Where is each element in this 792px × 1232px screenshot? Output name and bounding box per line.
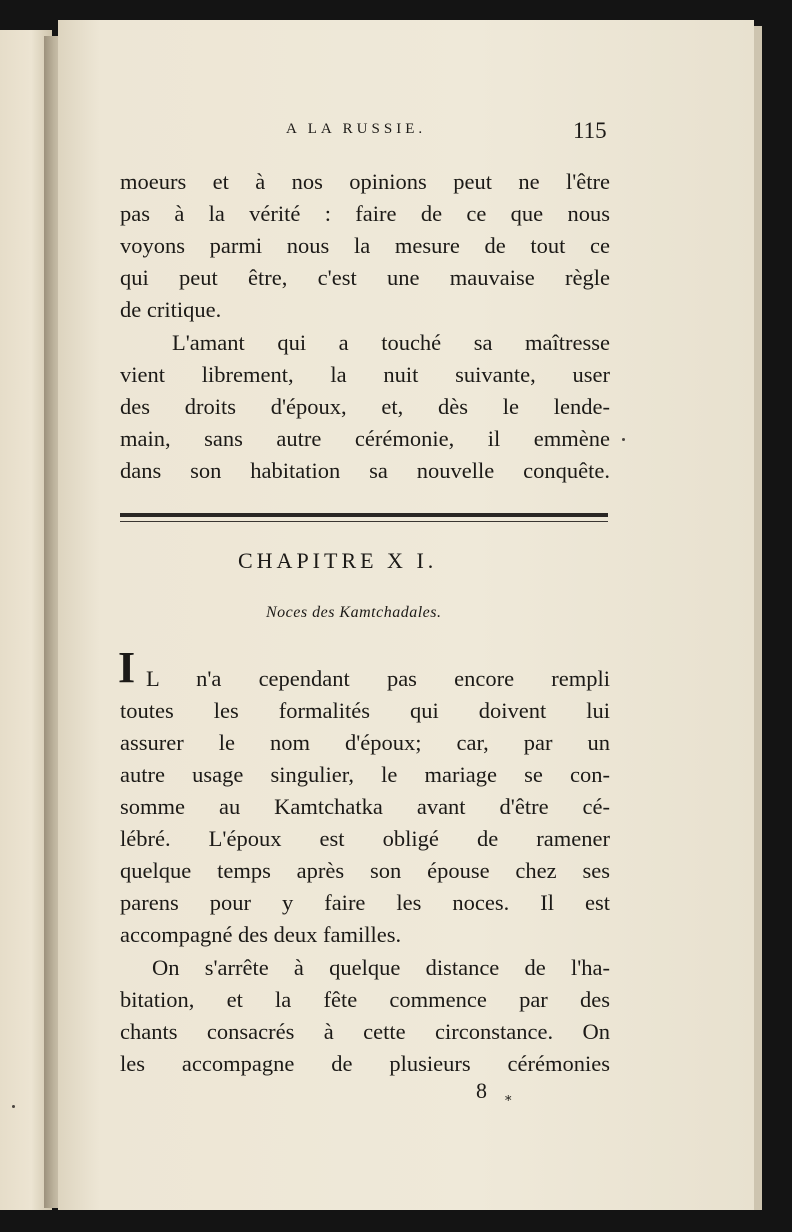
text-line: les accompagne de plusieurs cérémonies [120,1051,610,1076]
text-line: bitation, et la fête commence par des [120,987,610,1012]
text-line: pas à la vérité : faire de ce que nous [120,201,610,226]
section-divider-thin [120,521,608,522]
text-line: parens pour y faire les noces. Il est [120,890,610,915]
text-line: accompagné des deux familles. [120,922,402,947]
text-line: quelque temps après son épouse chez ses [120,858,610,883]
text-line: voyons parmi nous la mesure de tout ce [120,233,610,258]
signature-star: * [505,1094,512,1109]
text-line: L n'a cependant pas encore rempli [146,666,610,691]
paper-speck [12,1105,15,1108]
text-line: autre usage singulier, le mariage se con- [120,762,610,787]
text-line: assurer le nom d'époux; car, par un [120,730,610,755]
paper-speck [622,438,625,441]
text-line: L'amant qui a touché sa maîtresse [172,330,610,355]
text-line: toutes les formalités qui doivent lui [120,698,610,723]
text-line: de critique. [120,297,222,322]
signature-mark: 8 [476,1078,487,1103]
text-line: qui peut être, c'est une mauvaise règle [120,265,610,290]
text-line: dans son habitation sa nouvelle conquête. [120,458,610,483]
page-edge [754,26,762,1210]
page-number: 115 [573,118,607,143]
text-line: vient librement, la nuit suivante, user [120,362,610,387]
chapter-title: CHAPITRE X I. [238,548,438,573]
running-head: A LA RUSSIE. [286,121,427,137]
text-line: moeurs et à nos opinions peut ne l'être [120,169,610,194]
section-divider [120,513,608,517]
text-line: lébré. L'époux est obligé de ramener [120,826,610,851]
text-line: somme au Kamtchatka avant d'être cé- [120,794,610,819]
text-line: main, sans autre cérémonie, il emmène [120,426,610,451]
drop-cap: I [118,643,136,692]
text-line: chants consacrés à cette circonstance. On [120,1019,610,1044]
text-line: On s'arrête à quelque distance de l'ha- [152,955,610,980]
text-line: des droits d'époux, et, dès le lende- [120,394,610,419]
chapter-subtitle: Noces des Kamtchadales. [266,604,442,621]
